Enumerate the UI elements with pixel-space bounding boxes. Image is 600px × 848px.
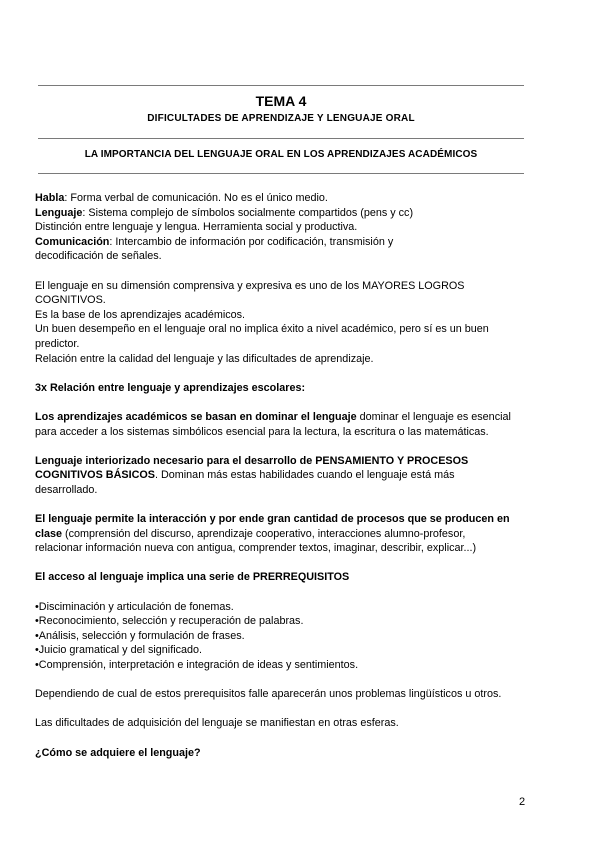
definition-comunicacion: Comunicación: Intercambio de información por codificación, transmisión y [35, 235, 394, 248]
paragraph-interaction: El lenguaje permite la interacción y por ende gran cantidad de procesos que se producen en [35, 513, 510, 526]
intro-line: El lenguaje en su dimensión comprensiva y expresiva es uno de los MAYORES LOGROS [35, 279, 465, 292]
closing-line: Las dificultades de adquisición del lenguaje se manifiestan en otras esferas. [35, 717, 399, 730]
paragraph-cognitive: Lenguaje interiorizado necesario para el desarrollo de PENSAMIENTO Y PROCESOS [35, 454, 469, 467]
bottom-rule [38, 173, 524, 174]
paragraph-academic: Los aprendizajes académicos se basan en dominar el lenguaje dominar el lenguaje es esencial [35, 410, 511, 423]
prereq-heading: El acceso al lenguaje implica una serie de PRERREQUISITOS [35, 571, 350, 584]
list-item: •Comprensión, interpretación e integración de ideas y sentimientos. [35, 659, 359, 671]
intro-line: predictor. [35, 337, 80, 350]
top-rule [38, 85, 524, 86]
term-comunicacion: Comunicación [35, 235, 110, 248]
definition-habla: Habla: Forma verbal de comunicación. No es el único medio. [35, 192, 328, 204]
term-habla: Habla [35, 192, 65, 204]
definition-lenguaje: Lenguaje: Sistema complejo de símbolos socialmente compartidos (pens y cc) [35, 206, 414, 219]
list-item: •Juicio gramatical y del significado. [35, 644, 203, 657]
term-lenguaje: Lenguaje [35, 206, 83, 219]
closing-line: Dependiendo de cual de estos prerequisitos falle aparecerán unos problemas lingüísticos u otros. [35, 688, 502, 701]
middle-rule [38, 138, 524, 139]
intro-line: Relación entre la calidad del lenguaje y las dificultades de aprendizaje. [35, 352, 374, 365]
question-heading: ¿Cómo se adquiere el lenguaje? [35, 746, 201, 759]
page-subtitle: DIFICULTADES DE APRENDIZAJE Y LENGUAJE ORAL [147, 113, 415, 124]
list-item: •Disciminación y articulación de fonemas. [35, 600, 234, 613]
section-title: LA IMPORTANCIA DEL LENGUAJE ORAL EN LOS APRENDIZAJES ACADÉMICOS [84, 149, 478, 160]
intro-line: Un buen desempeño en el lenguaje oral no implica éxito a nivel académico, pero sí es un buen [35, 323, 489, 336]
list-item: •Reconocimiento, selección y recuperación de palabras. [35, 615, 304, 628]
intro-line: Es la base de los aprendizajes académicos. [35, 308, 246, 321]
body-text: Habla: Forma verbal de comunicación. No es el único medio. Lenguaje: Sistema complejo de símbolos socialmente compartidos (pens y cc) Distinción entre lenguaje y lengua. Herramienta social y productiva. Comunicación: Intercambio de información por codificación, transmisión y decodificación de señales. El lenguaje en su dimensión comprensiva y expresiva es uno de los MAYORES LOGROS COGNITIVOS. Es la base de los aprendizajes académicos. Un buen desempeño en el lenguaje oral no implica éxito a nivel académico, pero sí es un buen predictor. Relación entre la calidad del lenguaje y las dificultades de aprendizaje. 3x Relación entre lenguaje y aprendizajes escolares: Los aprendizajes académicos se basan en dominar el lenguaje dominar el lenguaje es esencial para acceder a los sistemas simbólicos esencial para la lectura, la escritura o las matemáticas. Lenguaje interiorizado necesario para el desarrollo de PENSAMIENTO Y PROCESOS COGNITIVOS BÁSICOS. Dominan más estas habilidades cuando el lenguaje está más desarrollado. El lenguaje permite la interacción y por ende gran cantidad de procesos que se producen en clase (comprensión del discurso, aprendizaje cooperativo, interacciones alumno-profesor, relacionar información nueva con antigua, comprender textos, imaginar, describir, explicar...) El acceso al lenguaje implica una serie de PRERREQUISITOS •Disciminación y articulación de fonemas. •Reconocimiento, selección y recuperación de palabras. •Análisis, selección y formulación de frases. •Juicio gramatical y del significado. •Comprensión, interpretación e integración de ideas y sentimientos. Dependiendo de cual de estos prerequisitos falle aparecerán unos problemas lingüísticos u otros. Las dificultades de adquisición del lenguaje se manifiestan en otras esferas. ¿Cómo se adquiere el lenguaje? [35, 191, 525, 760]
list-item: •Análisis, selección y formulación de frases. [35, 629, 245, 642]
page-title: TEMA 4 [255, 93, 307, 109]
page-number: 2 [519, 796, 526, 808]
relation-heading: 3x Relación entre lenguaje y aprendizajes escolares: [35, 381, 306, 394]
intro-line: COGNITIVOS. [35, 294, 106, 307]
distinction-line: Distinción entre lenguaje y lengua. Herramienta social y productiva. [35, 221, 358, 234]
